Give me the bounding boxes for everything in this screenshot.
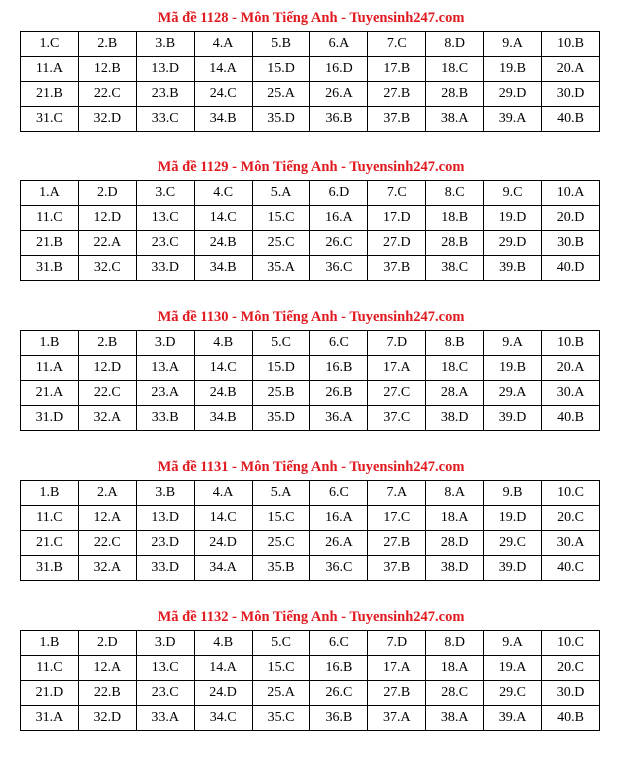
answer-cell: 27.B (368, 681, 426, 706)
answer-cell: 16.D (310, 57, 368, 82)
block-title: Mã đề 1131 - Môn Tiếng Anh - Tuyensinh247.com (157, 459, 465, 475)
answer-cell: 3.D (136, 331, 194, 356)
answer-cell: 33.B (136, 406, 194, 431)
answer-cell: 2.D (78, 181, 136, 206)
answer-cell: 22.C (78, 381, 136, 406)
answer-cell: 39.D (484, 556, 542, 581)
answer-cell: 16.B (310, 356, 368, 381)
answer-cell: 32.C (78, 256, 136, 281)
answer-cell: 12.D (78, 356, 136, 381)
answer-cell: 4.A (194, 32, 252, 57)
answer-cell: 25.C (252, 531, 310, 556)
block-title: Mã đề 1128 - Môn Tiếng Anh - Tuyensinh247.com (157, 10, 465, 26)
answer-cell: 15.C (252, 206, 310, 231)
answer-cell: 11.A (21, 57, 79, 82)
answer-cell: 27.D (368, 231, 426, 256)
answer-cell: 34.B (194, 107, 252, 132)
answer-cell: 21.B (21, 231, 79, 256)
answer-cell: 12.B (78, 57, 136, 82)
answer-cell: 18.C (426, 356, 484, 381)
answer-cell: 23.A (136, 381, 194, 406)
answer-cell: 34.A (194, 556, 252, 581)
answer-cell: 2.A (78, 481, 136, 506)
answer-cell: 30.A (542, 531, 600, 556)
answer-cell: 2.B (78, 331, 136, 356)
answer-cell: 32.A (78, 406, 136, 431)
answer-cell: 7.D (368, 631, 426, 656)
answer-cell: 22.B (78, 681, 136, 706)
answer-cell: 25.C (252, 231, 310, 256)
answer-cell: 13.C (136, 656, 194, 681)
answer-cell: 22.A (78, 231, 136, 256)
answer-cell: 14.C (194, 356, 252, 381)
answer-cell: 6.D (310, 181, 368, 206)
answer-cell: 1.B (21, 331, 79, 356)
answer-cell: 18.A (426, 506, 484, 531)
answer-cell: 16.A (310, 206, 368, 231)
answer-cell: 30.A (542, 381, 600, 406)
answer-cell: 14.C (194, 206, 252, 231)
answer-cell: 23.C (136, 231, 194, 256)
answer-cell: 2.B (78, 32, 136, 57)
answer-cell: 35.B (252, 556, 310, 581)
answer-cell: 34.B (194, 256, 252, 281)
answer-cell: 6.C (310, 331, 368, 356)
answer-cell: 31.A (21, 706, 79, 731)
answer-table (20, 480, 600, 581)
answer-cell: 21.D (21, 681, 79, 706)
answer-cell: 37.A (368, 706, 426, 731)
answer-cell: 8.D (426, 631, 484, 656)
answer-cell: 5.C (252, 331, 310, 356)
answer-cell: 34.C (194, 706, 252, 731)
answer-cell: 9.A (484, 32, 542, 57)
answer-cell: 22.C (78, 82, 136, 107)
answer-cell: 15.D (252, 356, 310, 381)
answer-cell: 14.C (194, 506, 252, 531)
answer-cell: 13.D (136, 506, 194, 531)
answer-cell: 38.D (426, 406, 484, 431)
answer-cell: 24.B (194, 231, 252, 256)
answer-cell: 13.A (136, 356, 194, 381)
answer-cell: 39.B (484, 256, 542, 281)
answer-cell: 14.A (194, 656, 252, 681)
answer-cell: 29.C (484, 681, 542, 706)
answer-cell: 20.A (542, 356, 600, 381)
answer-cell: 6.C (310, 631, 368, 656)
answer-cell: 36.C (310, 256, 368, 281)
answer-cell: 10.A (542, 181, 600, 206)
answer-cell: 38.C (426, 256, 484, 281)
answer-cell: 32.D (78, 107, 136, 132)
answer-cell: 40.B (542, 406, 600, 431)
answer-cell: 36.B (310, 107, 368, 132)
answer-cell: 10.B (542, 331, 600, 356)
answer-cell: 37.B (368, 256, 426, 281)
answer-cell: 30.D (542, 681, 600, 706)
answer-cell: 18.C (426, 57, 484, 82)
answer-cell: 2.D (78, 631, 136, 656)
answer-cell: 13.D (136, 57, 194, 82)
block-title: Mã đề 1130 - Môn Tiếng Anh - Tuyensinh247.com (157, 309, 465, 325)
answer-cell: 3.D (136, 631, 194, 656)
answer-cell: 1.C (21, 32, 79, 57)
answer-cell: 19.D (484, 506, 542, 531)
answer-cell: 12.D (78, 206, 136, 231)
answer-cell: 21.A (21, 381, 79, 406)
answer-cell: 16.B (310, 656, 368, 681)
answer-cell: 4.C (194, 181, 252, 206)
answer-cell: 31.B (21, 556, 79, 581)
answer-cell: 38.D (426, 556, 484, 581)
answer-cell: 6.C (310, 481, 368, 506)
answer-cell: 32.D (78, 706, 136, 731)
answer-cell: 36.A (310, 406, 368, 431)
answer-cell: 8.C (426, 181, 484, 206)
answer-cell: 24.D (194, 681, 252, 706)
answer-cell: 28.B (426, 82, 484, 107)
answer-cell: 7.C (368, 181, 426, 206)
answer-cell: 12.A (78, 506, 136, 531)
answer-cell: 11.A (21, 356, 79, 381)
answer-cell: 23.D (136, 531, 194, 556)
table-row (21, 631, 600, 656)
answer-cell: 4.B (194, 631, 252, 656)
answer-cell: 29.C (484, 531, 542, 556)
answer-cell: 26.C (310, 681, 368, 706)
answer-cell: 5.A (252, 481, 310, 506)
answer-cell: 33.C (136, 107, 194, 132)
block-title: Mã đề 1129 - Môn Tiếng Anh - Tuyensinh247.com (157, 159, 465, 175)
answer-cell: 5.B (252, 32, 310, 57)
answer-cell: 5.A (252, 181, 310, 206)
answer-cell: 18.B (426, 206, 484, 231)
table-row (21, 356, 600, 381)
answer-cell: 28.C (426, 681, 484, 706)
answer-cell: 9.A (484, 331, 542, 356)
answer-cell: 7.C (368, 32, 426, 57)
answer-cell: 24.C (194, 82, 252, 107)
answer-cell: 1.B (21, 481, 79, 506)
table-row (21, 32, 600, 57)
answer-cell: 9.A (484, 631, 542, 656)
answer-cell: 29.D (484, 82, 542, 107)
answer-cell: 3.C (136, 181, 194, 206)
table-row (21, 331, 600, 356)
answer-cell: 16.A (310, 506, 368, 531)
table-row (21, 231, 600, 256)
table-row (21, 656, 600, 681)
answer-cell: 15.D (252, 57, 310, 82)
answer-cell: 11.C (21, 506, 79, 531)
answer-table (20, 180, 600, 281)
table-row (21, 107, 600, 132)
answer-cell: 25.A (252, 681, 310, 706)
answer-cell: 39.A (484, 107, 542, 132)
answer-cell: 20.D (542, 206, 600, 231)
answer-cell: 31.D (21, 406, 79, 431)
answer-cell: 19.D (484, 206, 542, 231)
answer-cell: 18.A (426, 656, 484, 681)
answer-cell: 28.D (426, 531, 484, 556)
answer-cell: 3.B (136, 32, 194, 57)
answer-cell: 17.B (368, 57, 426, 82)
answer-cell: 31.B (21, 256, 79, 281)
answer-cell: 1.B (21, 631, 79, 656)
answer-cell: 10.C (542, 631, 600, 656)
answer-cell: 32.A (78, 556, 136, 581)
answer-cell: 1.A (21, 181, 79, 206)
answer-cell: 40.D (542, 256, 600, 281)
answer-cell: 21.B (21, 82, 79, 107)
answer-cell: 10.B (542, 32, 600, 57)
answer-cell: 23.C (136, 681, 194, 706)
answer-cell: 14.A (194, 57, 252, 82)
answer-cell: 20.C (542, 656, 600, 681)
answer-cell: 37.B (368, 107, 426, 132)
answer-cell: 4.A (194, 481, 252, 506)
answer-cell: 8.D (426, 32, 484, 57)
answer-cell: 27.B (368, 531, 426, 556)
table-row (21, 531, 600, 556)
table-row (21, 206, 600, 231)
answer-cell: 17.A (368, 356, 426, 381)
answer-cell: 15.C (252, 656, 310, 681)
answer-cell: 17.C (368, 506, 426, 531)
answer-cell: 7.D (368, 331, 426, 356)
answer-cell: 25.A (252, 82, 310, 107)
answer-cell: 13.C (136, 206, 194, 231)
answer-table (20, 330, 600, 431)
answer-cell: 29.A (484, 381, 542, 406)
answer-cell: 9.C (484, 181, 542, 206)
answer-cell: 8.B (426, 331, 484, 356)
answer-cell: 4.B (194, 331, 252, 356)
answer-cell: 27.C (368, 381, 426, 406)
answer-cell: 3.B (136, 481, 194, 506)
answer-cell: 12.A (78, 656, 136, 681)
answer-cell: 40.B (542, 706, 600, 731)
table-row (21, 256, 600, 281)
answer-cell: 9.B (484, 481, 542, 506)
answer-cell: 31.C (21, 107, 79, 132)
answer-cell: 39.D (484, 406, 542, 431)
answer-cell: 38.A (426, 706, 484, 731)
table-row (21, 506, 600, 531)
answer-cell: 15.C (252, 506, 310, 531)
answer-table (20, 630, 600, 731)
answer-cell: 34.B (194, 406, 252, 431)
answer-cell: 26.C (310, 231, 368, 256)
answer-cell: 21.C (21, 531, 79, 556)
answer-cell: 33.D (136, 256, 194, 281)
answer-cell: 29.D (484, 231, 542, 256)
answer-cell: 40.C (542, 556, 600, 581)
answer-cell: 35.C (252, 706, 310, 731)
answer-cell: 20.C (542, 506, 600, 531)
table-row (21, 57, 600, 82)
answer-cell: 40.B (542, 107, 600, 132)
answer-cell: 39.A (484, 706, 542, 731)
answer-cell: 22.C (78, 531, 136, 556)
answer-cell: 28.B (426, 231, 484, 256)
answer-cell: 24.B (194, 381, 252, 406)
answer-cell: 27.B (368, 82, 426, 107)
table-row (21, 181, 600, 206)
table-row (21, 82, 600, 107)
answer-cell: 24.D (194, 531, 252, 556)
answer-cell: 19.B (484, 356, 542, 381)
table-row (21, 556, 600, 581)
answer-cell: 8.A (426, 481, 484, 506)
answer-cell: 10.C (542, 481, 600, 506)
answer-cell: 5.C (252, 631, 310, 656)
answer-cell: 35.A (252, 256, 310, 281)
answer-cell: 35.D (252, 406, 310, 431)
answer-table (20, 31, 600, 132)
answer-cell: 26.A (310, 82, 368, 107)
answer-cell: 36.C (310, 556, 368, 581)
answer-cell: 20.A (542, 57, 600, 82)
answer-cell: 38.A (426, 107, 484, 132)
answer-cell: 26.A (310, 531, 368, 556)
answer-cell: 28.A (426, 381, 484, 406)
block-title: Mã đề 1132 - Môn Tiếng Anh - Tuyensinh247.com (157, 609, 465, 625)
answer-cell: 37.B (368, 556, 426, 581)
answer-cell: 6.A (310, 32, 368, 57)
answer-cell: 11.C (21, 206, 79, 231)
table-row (21, 706, 600, 731)
answer-cell: 23.B (136, 82, 194, 107)
answer-cell: 26.B (310, 381, 368, 406)
answer-cell: 35.D (252, 107, 310, 132)
answer-cell: 30.B (542, 231, 600, 256)
table-row (21, 681, 600, 706)
answer-cell: 19.A (484, 656, 542, 681)
table-row (21, 381, 600, 406)
answer-cell: 25.B (252, 381, 310, 406)
answer-cell: 7.A (368, 481, 426, 506)
answer-cell: 11.C (21, 656, 79, 681)
answer-cell: 37.C (368, 406, 426, 431)
answer-cell: 30.D (542, 82, 600, 107)
answer-cell: 33.A (136, 706, 194, 731)
table-row (21, 481, 600, 506)
table-row (21, 406, 600, 431)
answer-cell: 19.B (484, 57, 542, 82)
answer-cell: 33.D (136, 556, 194, 581)
answer-cell: 17.D (368, 206, 426, 231)
answer-cell: 17.A (368, 656, 426, 681)
answer-cell: 36.B (310, 706, 368, 731)
